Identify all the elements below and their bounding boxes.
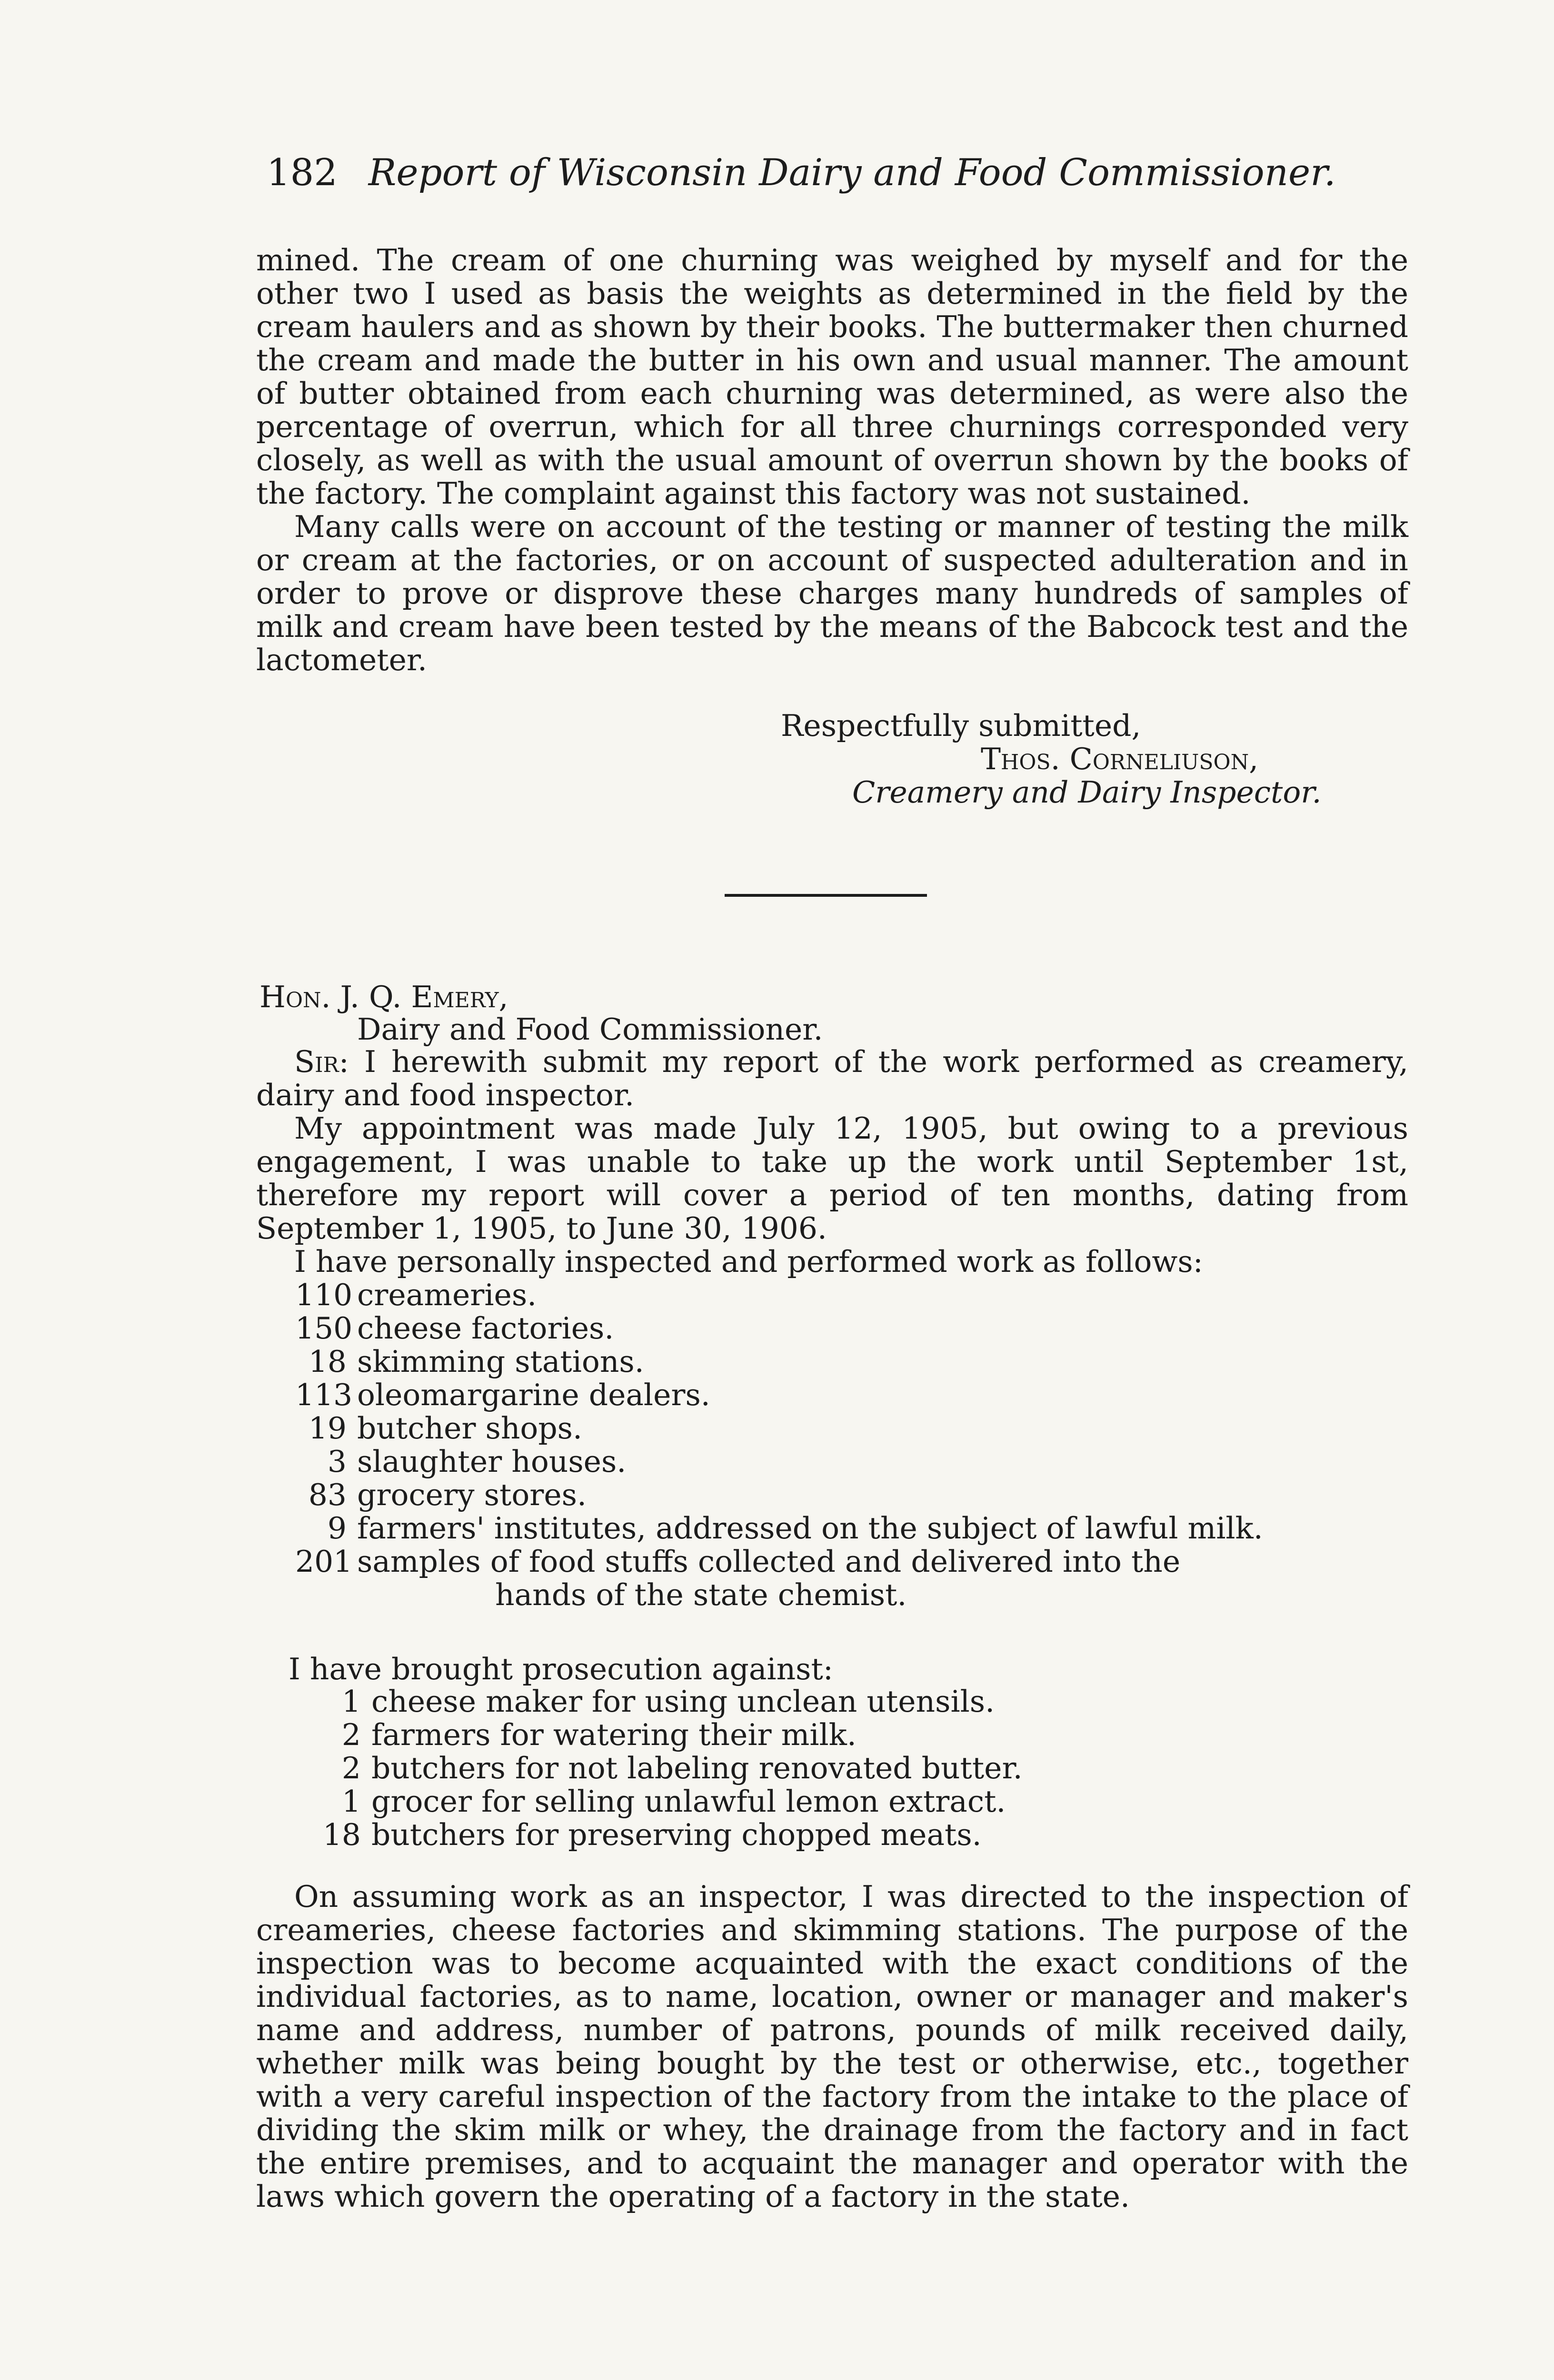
- report-intro: [256, 1045, 1408, 1279]
- paragraph-inspection-purpose: On assuming work as an inspector, I was directed to the inspection of creameries, cheese factories and skimming stations. The purpose of the inspection was to become acquainted with the exact conditions of the individual factories, as to name, location, owner or manager and maker's name and address, number of patrons, pounds of milk received daily, whether milk was being bought by the test or otherwise, etc., together with a very careful inspection of the factory from the intake to the place of dividing the skim milk or whey, the drainage from the factory and in fact the entire premises, and to acquaint the manager and operator with the laws which govern the operating of a factory in the state.: [256, 1879, 1408, 2214]
- list-item: 2 farmers for watering their milk.: [341, 1717, 857, 1752]
- list-item: 19 butcher shops.: [308, 1411, 583, 1446]
- addressee: Hon. J. Q. Emery,: [259, 980, 508, 1014]
- list-item: 110 creameries.: [295, 1278, 537, 1312]
- list-item: 150 cheese factories.: [295, 1311, 614, 1346]
- intro-text: I herewith submit my report of the work performed as creamery, dairy and food inspector.: [256, 1044, 1409, 1112]
- list-item: 2 butchers for not labeling renovated butter.: [341, 1751, 1023, 1785]
- list-item: 83 grocery stores.: [308, 1478, 587, 1512]
- addressee-title: Dairy and Food Commissioner.: [357, 1012, 823, 1047]
- section-divider: [725, 894, 927, 897]
- list-item: 201 samples of food stuffs collected and delivered into the: [295, 1544, 1181, 1579]
- list-item-continuation: hands of the state chemist.: [495, 1577, 907, 1612]
- list-item: 9 farmers' institutes, addressed on the subject of lawful milk.: [327, 1511, 1263, 1546]
- salutation: Sir:: [294, 1044, 349, 1079]
- paragraph-salutation: [256, 1045, 1408, 1112]
- running-title: Report of Wisconsin Dairy and Food Commissioner.: [368, 151, 1336, 194]
- list-item: 18 butchers for preserving chopped meats.: [322, 1817, 982, 1852]
- prosecution-intro: I have brought prosecution against:: [289, 1652, 834, 1686]
- signer-title: Creamery and Dairy Inspector.: [852, 775, 1322, 810]
- list-item: 113 oleomargarine dealers.: [295, 1378, 710, 1412]
- running-head: [267, 151, 1336, 194]
- page-number: 182: [267, 151, 338, 194]
- signer-name: Thos. Corneliuson,: [981, 742, 1259, 776]
- inspected-list: [295, 1279, 1409, 1612]
- list-item: 3 slaughter houses.: [327, 1444, 627, 1479]
- list-item: 18 skimming stations.: [308, 1344, 644, 1379]
- prosecution-list: [309, 1685, 1405, 1852]
- list-item: 1 cheese maker for using unclean utensils.: [341, 1684, 995, 1719]
- paragraph-churning: mined. The cream of one churning was weighed by myself and for the other two I used as basis the weights as determined in the field by the cream haulers and as shown by their books. The buttermaker then churned the cream and made the butter in his own and usual manner. The amount of butter obtained from each churning was determined, as were also the percentage of overrun, which for all three churnings corresponded very closely, as well as with the usual amount of overrun shown by the books of the factory. The complaint against this factory was not sustained.: [256, 243, 1408, 511]
- paragraph-appointment: My appointment was made July 12, 1905, but owing to a previous engagement, I was unable to take up the work until September 1st, therefore my report will cover a period of ten months, dating from September 1, 1905, to June 30, 1906.: [256, 1111, 1408, 1246]
- paragraph-testing-calls: Many calls were on account of the testing or manner of testing the milk or cream at the factories, or on account of suspected adulteration and in order to prove or disprove these charges many hundreds of samples of milk and cream have been tested by the means of the Babcock test and the lactometer.: [256, 509, 1408, 677]
- list-item: 1 grocer for selling unlawful lemon extract.: [341, 1784, 1006, 1819]
- closing-line: Respectfully submitted,: [781, 708, 1141, 743]
- inspected-intro: I have personally inspected and performed work as follows:: [294, 1244, 1203, 1279]
- report-final: [256, 1880, 1408, 2213]
- report-continuation: [256, 244, 1408, 677]
